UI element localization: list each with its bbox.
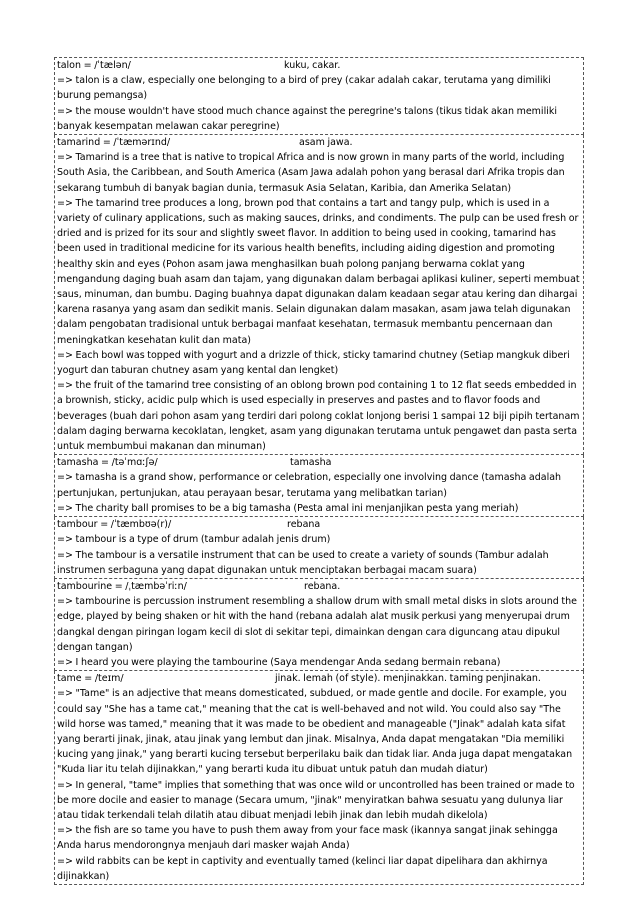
entry-tamarind (54, 135, 584, 455)
entry-translation: rebana. (304, 580, 341, 592)
entry-header (57, 579, 581, 594)
entry-translation: tamasha (290, 457, 332, 469)
entry-translation: kuku, cakar. (284, 60, 341, 71)
entry-line: => the fruit of the tamarind tree consisting of an oblong brown pod containing 1 to 12 flat seeds embedded in a brownish, sticky, acidic pulp which is used especially in preserves and pastes and to flavor foods and beverages (buah dari pohon asam yang terdiri dari polong coklat lonjong berisi 1 sampai 12 biji pipih tertanam dalam daging berwarna kecoklatan, lengket, asam yang digunakan terutama untuk pengawet dan pasta serta untuk membumbui makanan dan minuman) (57, 380, 580, 453)
entry-line: => wild rabbits can be kept in captivity and eventually tamed (kelinci liar dapat dipelihara dan akhirnya dijinakkan) (57, 855, 548, 882)
entry-header (57, 58, 581, 73)
entry-line: => the mouse wouldn't have stood much chance against the peregrine's talons (tikus tidak akan memiliki banyak kesempatan melawan cakar peregrine) (57, 105, 557, 132)
entry-tame (54, 671, 584, 885)
entry-line: => "Tame" is an adjective that means domesticated, subdued, or made gentle and docile. For example, you could say "She has a tame cat," meaning that the cat is well-behaved and not wild. You could also say "The wild horse was tamed," meaning that it was made to be obedient and manageable ("Jinak" adalah kata sifat yang berarti jinak, jinak, atau jinak yang lembut dan jinak. Misalnya, Anda dapat mengatakan "Dia memiliki kucing yang jinak," yang berarti kucing tersebut berperilaku baik dan tidak liar. Anda juga dapat mengatakan "Kuda liar itu telah dijinakkan," yang berarti kuda itu dibuat untuk patuh dan mudah diatur) (57, 688, 573, 776)
entry-translation: asam jawa. (299, 137, 353, 149)
entry-line: => talon is a claw, especially one belonging to a bird of prey (cakar adalah cakar, terutama yang dimiliki burung pemangsa) (57, 75, 551, 102)
dictionary-page (54, 57, 584, 885)
entry-term: tamasha = /təˈmɑːʃə/ (57, 457, 158, 469)
entry-line: => I heard you were playing the tambourine (Saya mendengar Anda sedang bermain rebana) (57, 656, 501, 668)
entry-term: tambour = /ˈtæmbʊə(r)/ (57, 519, 172, 531)
entry-line: => tambour is a type of drum (tambur adalah jenis drum) (57, 534, 331, 546)
entry-tambourine (54, 579, 584, 671)
entry-talon (54, 57, 584, 135)
entry-term: talon = /ˈtælən/ (57, 60, 131, 71)
entry-header (57, 671, 581, 686)
entry-term: tambourine = /ˌtæmbəˈriːn/ (57, 580, 187, 592)
entry-tamasha (54, 455, 584, 517)
entry-term: tame = /teɪm/ (57, 673, 124, 685)
entry-header (57, 455, 581, 470)
entry-tambour (54, 517, 584, 579)
entry-header (57, 517, 581, 532)
entry-line: => Each bowl was topped with yogurt and a drizzle of thick, sticky tamarind chutney (Setiap mangkuk diberi yogurt dan taburan chutney asam yang kental dan lengket) (57, 349, 570, 377)
entry-line: => the fish are so tame you have to push them away from your face mask (ikannya sangat jinak sehingga Anda harus mendorongnya menjauh dari masker wajah Anda) (57, 825, 558, 852)
entry-translation: rebana (287, 519, 321, 531)
entry-term: tamarind = /ˈtæmərɪnd/ (57, 137, 171, 149)
entry-line: => The tamarind tree produces a long, brown pod that contains a tart and tangy pulp, which is used in a variety of culinary applications, such as making sauces, drinks, and condiments. The pulp can be used fresh or dried and is prized for its sour and slightly sweet flavor. In addition to being used in cooking, tamarind has been used in traditional medicine for its various health benefits, including aiding digestion and promoting healthy skin and eyes (Pohon asam jawa menghasilkan buah polong panjang berwarna coklat yang mengandung daging buah asam dan tajam, yang digunakan dalam berbagai aplikasi kuliner, seperti membuat saus, minuman, dan bumbu. Daging buahnya dapat digunakan dalam keadaan segar atau kering dan dihargai karena rasanya yang asam dan sedikit manis. Selain digunakan dalam masakan, asam jawa telah digunakan dalam pengobatan tradisional untuk berbagai manfaat kesehatan, termasuk membantu pencernaan dan meningkatkan kesehatan kulit dan mata) (57, 197, 580, 346)
entry-line: => The charity ball promises to be a big tamasha (Pesta amal ini menjanjikan pesta yang meriah) (57, 502, 519, 514)
entry-translation: jinak. lemah (of style). menjinakkan. taming penjinakan. (275, 673, 541, 685)
entry-line: => In general, "tame" implies that something that was once wild or uncontrolled has been trained or made to be more docile and easier to manage (Secara umum, "jinak" menyiratkan bahwa sesuatu yang dulunya liar atau tidak terkendali telah dilatih atau dibuat menjadi lebih jinak dan lebih mudah dikelola) (57, 779, 575, 821)
entry-line: => The tambour is a versatile instrument that can be used to create a variety of sounds (Tambur adalah instrumen serbaguna yang dapat digunakan untuk menciptakan berbagai macam suara) (57, 549, 549, 576)
entry-header (57, 135, 581, 150)
entry-line: => tamasha is a grand show, performance or celebration, especially one involving dance (tamasha adalah pertunjukan, pertunjukan, atau perayaan besar, terutama yang melibatkan tarian) (57, 472, 562, 499)
entry-line: => Tamarind is a tree that is native to tropical Africa and is now grown in many parts of the world, including South Asia, the Caribbean, and South America (Asam Jawa adalah pohon yang berasal dari Afrika tropis dan sekarang tumbuh di banyak bagian dunia, termasuk Asia Selatan, Karibia, dan Amerika Selatan) (57, 152, 565, 194)
entry-line: => tambourine is percussion instrument resembling a shallow drum with small metal disks in slots around the edge, played by being shaken or hit with the hand (rebana adalah alat musik perkusi yang menyerupai drum dangkal dengan piringan logam kecil di slot di sekitar tepi, dimainkan dengan cara diguncang atau dipukul dengan tangan) (57, 596, 577, 653)
